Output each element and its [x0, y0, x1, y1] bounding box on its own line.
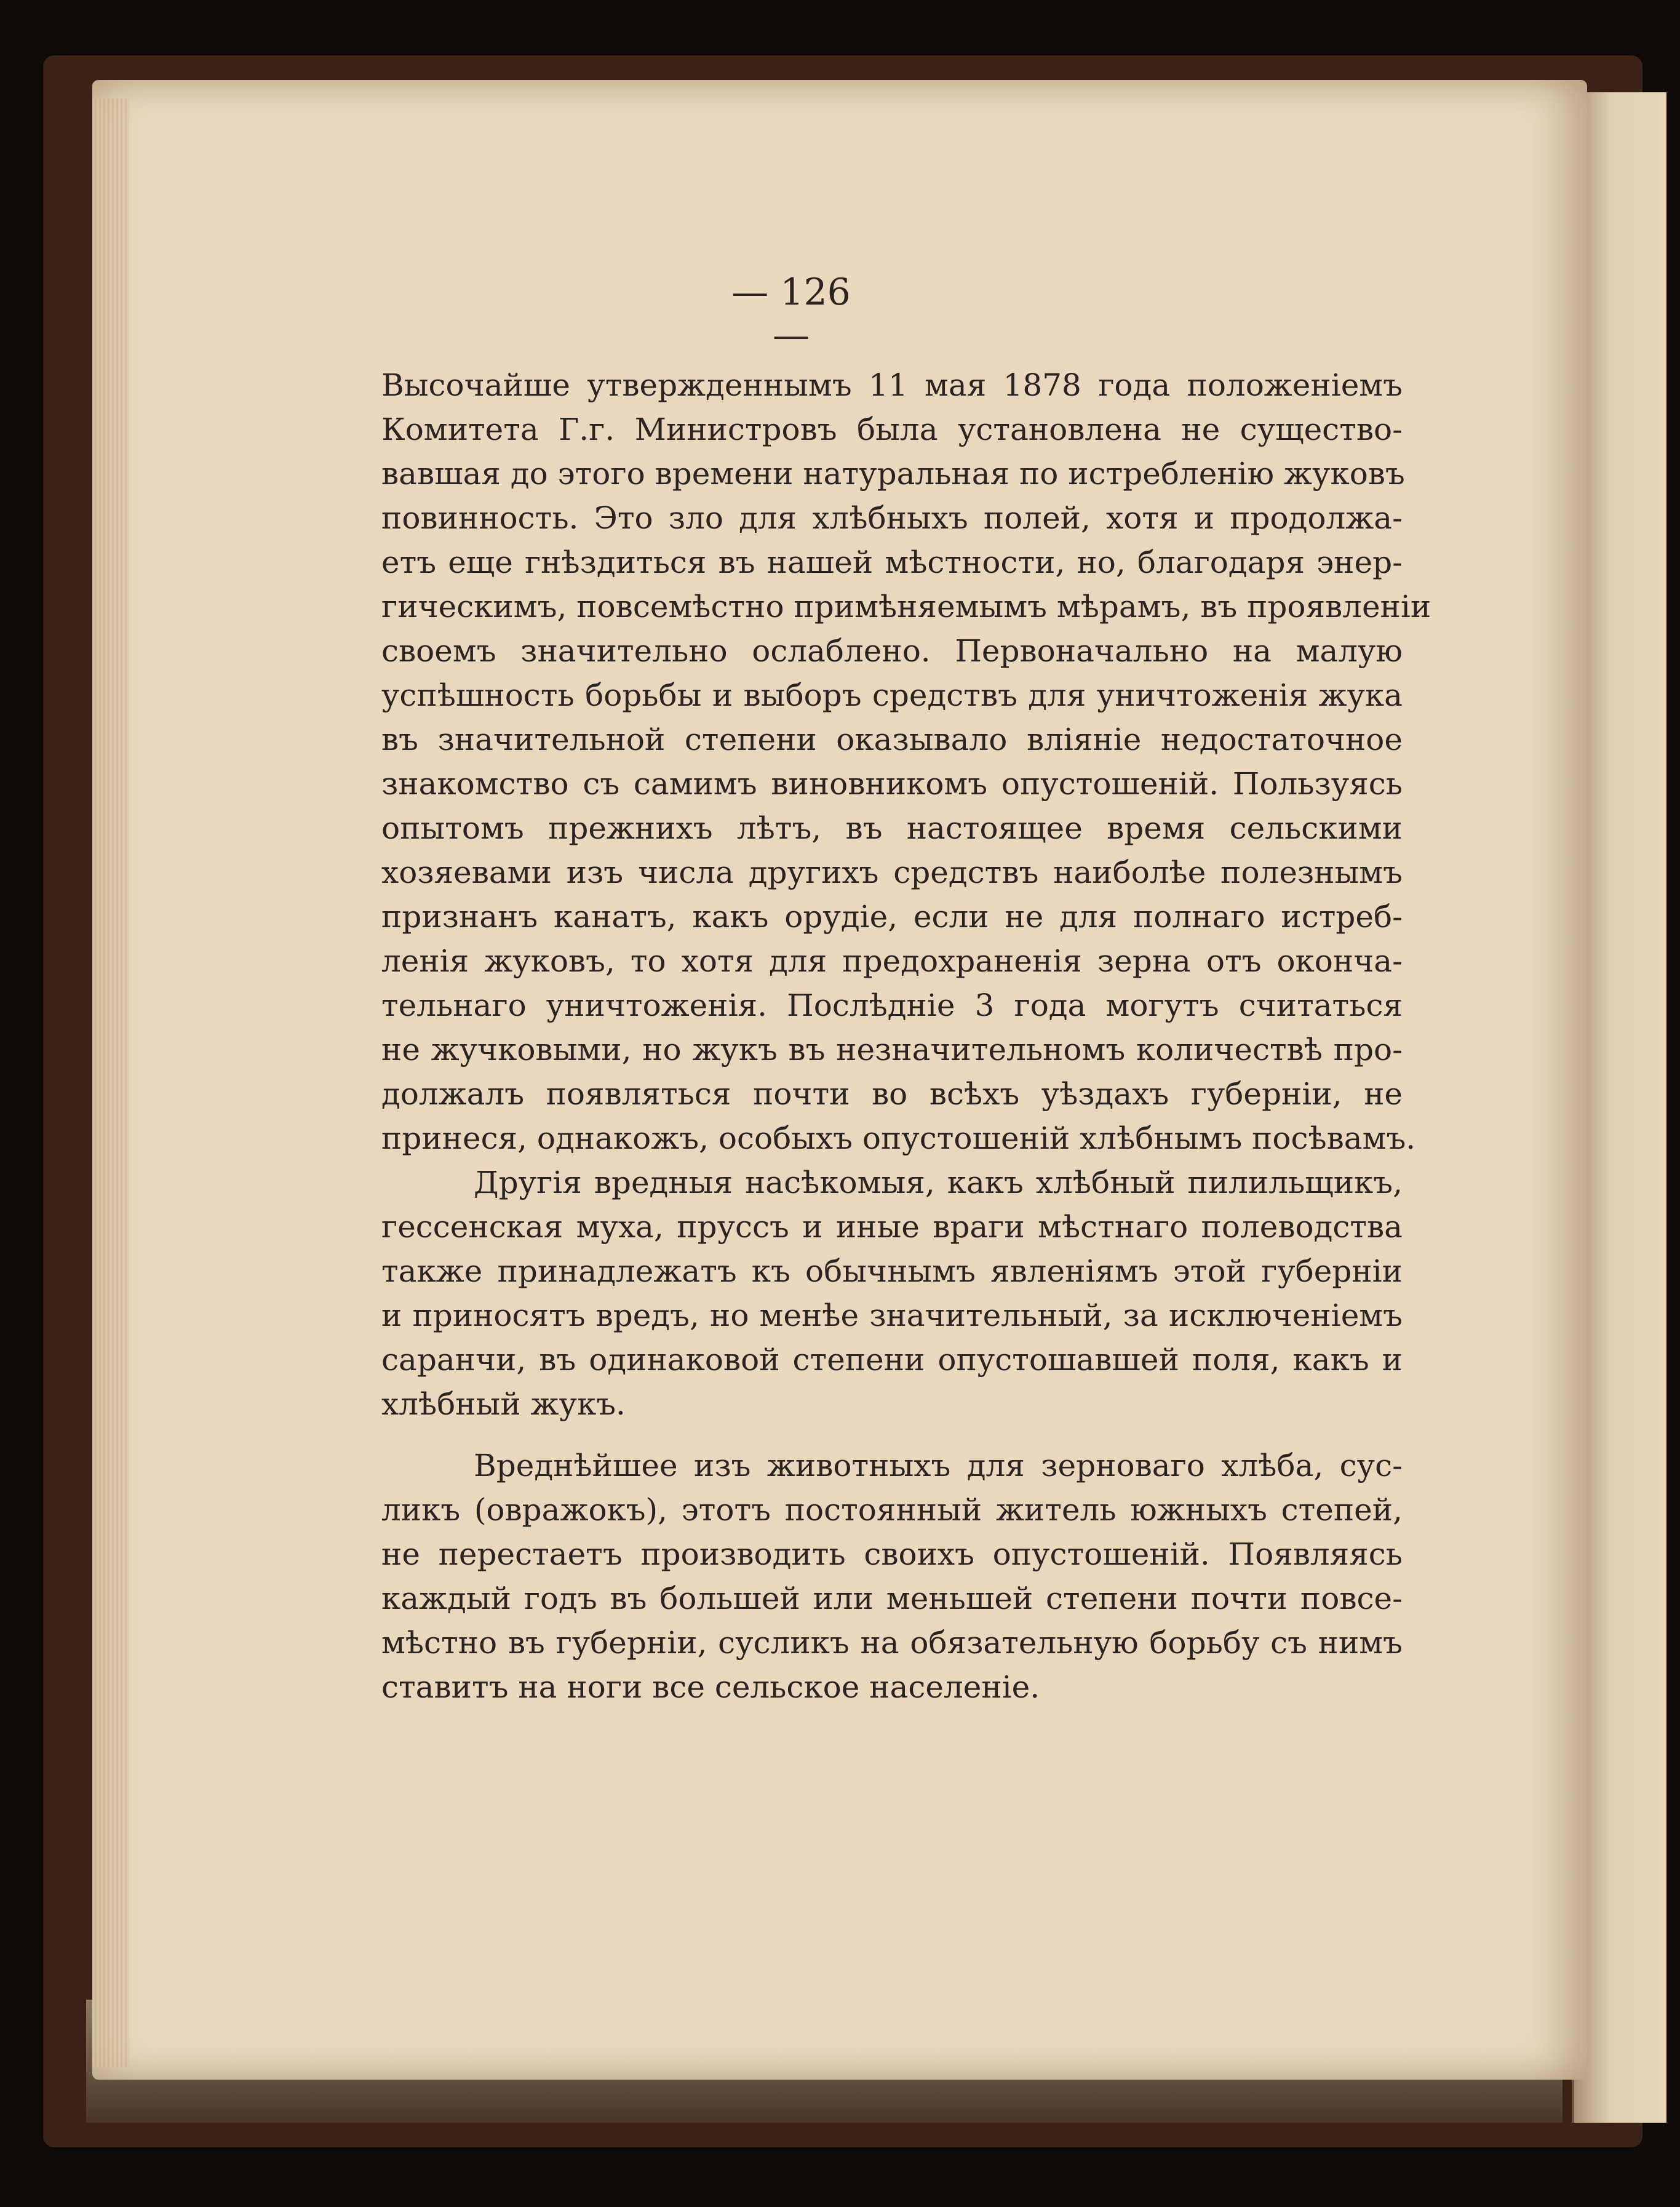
paragraph: [381, 363, 1431, 1160]
text-line: не жучковыми, но жукъ въ незначительномъ количествѣ про-: [381, 1032, 1403, 1068]
paragraphs: [381, 363, 1431, 1709]
text-line: знакомство съ самимъ виновникомъ опустошеній. Пользуясь: [381, 766, 1403, 802]
paragraph: [381, 1160, 1403, 1426]
text-line: опытомъ прежнихъ лѣтъ, въ настоящее время сельскими: [381, 810, 1403, 846]
text-line: ленія жуковъ, то хотя для предохраненія зерна отъ оконча-: [381, 943, 1403, 979]
paragraph-gap: [381, 1426, 1403, 1443]
text-line: вавшая до этого времени натуральная по истребленію жуковъ: [381, 456, 1405, 492]
text-line: мѣстно въ губерніи, сусликъ на обязательную борьбу съ нимъ: [381, 1625, 1403, 1661]
text-line: въ значительной степени оказывало вліяніе недостаточное: [381, 722, 1403, 757]
text-line: также принадлежатъ къ обычнымъ явленіямъ этой губерніи: [381, 1253, 1403, 1289]
text-line: ставитъ на ноги все сельское населеніе.: [381, 1669, 1040, 1705]
text-line: каждый годъ въ большей или меньшей степени почти повсе-: [381, 1581, 1403, 1616]
text-line: хозяевами изъ числа другихъ средствъ наиболѣе полезнымъ: [381, 855, 1403, 890]
text-line: своемъ значительно ослаблено. Первоначально на малую: [381, 633, 1403, 669]
text-line: гессенская муха, пруссъ и иные враги мѣстнаго полеводства: [381, 1209, 1403, 1245]
text-line: гическимъ, повсемѣстно примѣняемымъ мѣрамъ, въ проявленіи: [381, 589, 1431, 625]
text-line: признанъ канатъ, какъ орудіе, если не для полнаго истреб-: [381, 899, 1403, 935]
text-line: принеся, однакожъ, особыхъ опустошеній хлѣбнымъ посѣвамъ.: [381, 1120, 1416, 1156]
text-line: Комитета Г.г. Министровъ была установлена не существо-: [381, 412, 1403, 447]
text-line: саранчи, въ одинаковой степени опустошавшей поля, какъ и: [381, 1342, 1403, 1378]
text-line: повинность. Это зло для хлѣбныхъ полей, хотя и продолжа-: [381, 500, 1403, 536]
text-line: Вреднѣйшее изъ животныхъ для зерноваго хлѣба, сус-: [474, 1448, 1403, 1483]
text-line: успѣшность борьбы и выборъ средствъ для уничтоженія жука: [381, 677, 1403, 713]
text-line: хлѣбный жукъ.: [381, 1386, 626, 1422]
text-line: не перестаетъ производить своихъ опустошеній. Появляясь: [381, 1536, 1403, 1572]
paragraph: [381, 1443, 1403, 1709]
text-line: Высочайше утвержденнымъ 11 мая 1878 года положеніемъ: [381, 367, 1403, 403]
text-line: тельнаго уничтоженія. Послѣдніе 3 года могутъ считаться: [381, 988, 1403, 1023]
page-stack-edge: [92, 98, 129, 2067]
text-line: ликъ (овражокъ), этотъ постоянный житель южныхъ степей,: [381, 1492, 1403, 1528]
text-block: [381, 363, 1431, 1709]
text-line: етъ еще гнѣздиться въ нашей мѣстности, но, благодаря энер-: [381, 545, 1403, 580]
text-line: и приносятъ вредъ, но менѣе значительный, за исключеніемъ: [381, 1298, 1403, 1333]
text-line: Другія вредныя насѣкомыя, какъ хлѣбный пилильщикъ,: [474, 1165, 1403, 1200]
text-line: должалъ появляться почти во всѣхъ уѣздахъ губерніи, не: [381, 1076, 1403, 1112]
page-number: — 126 —: [731, 271, 851, 357]
